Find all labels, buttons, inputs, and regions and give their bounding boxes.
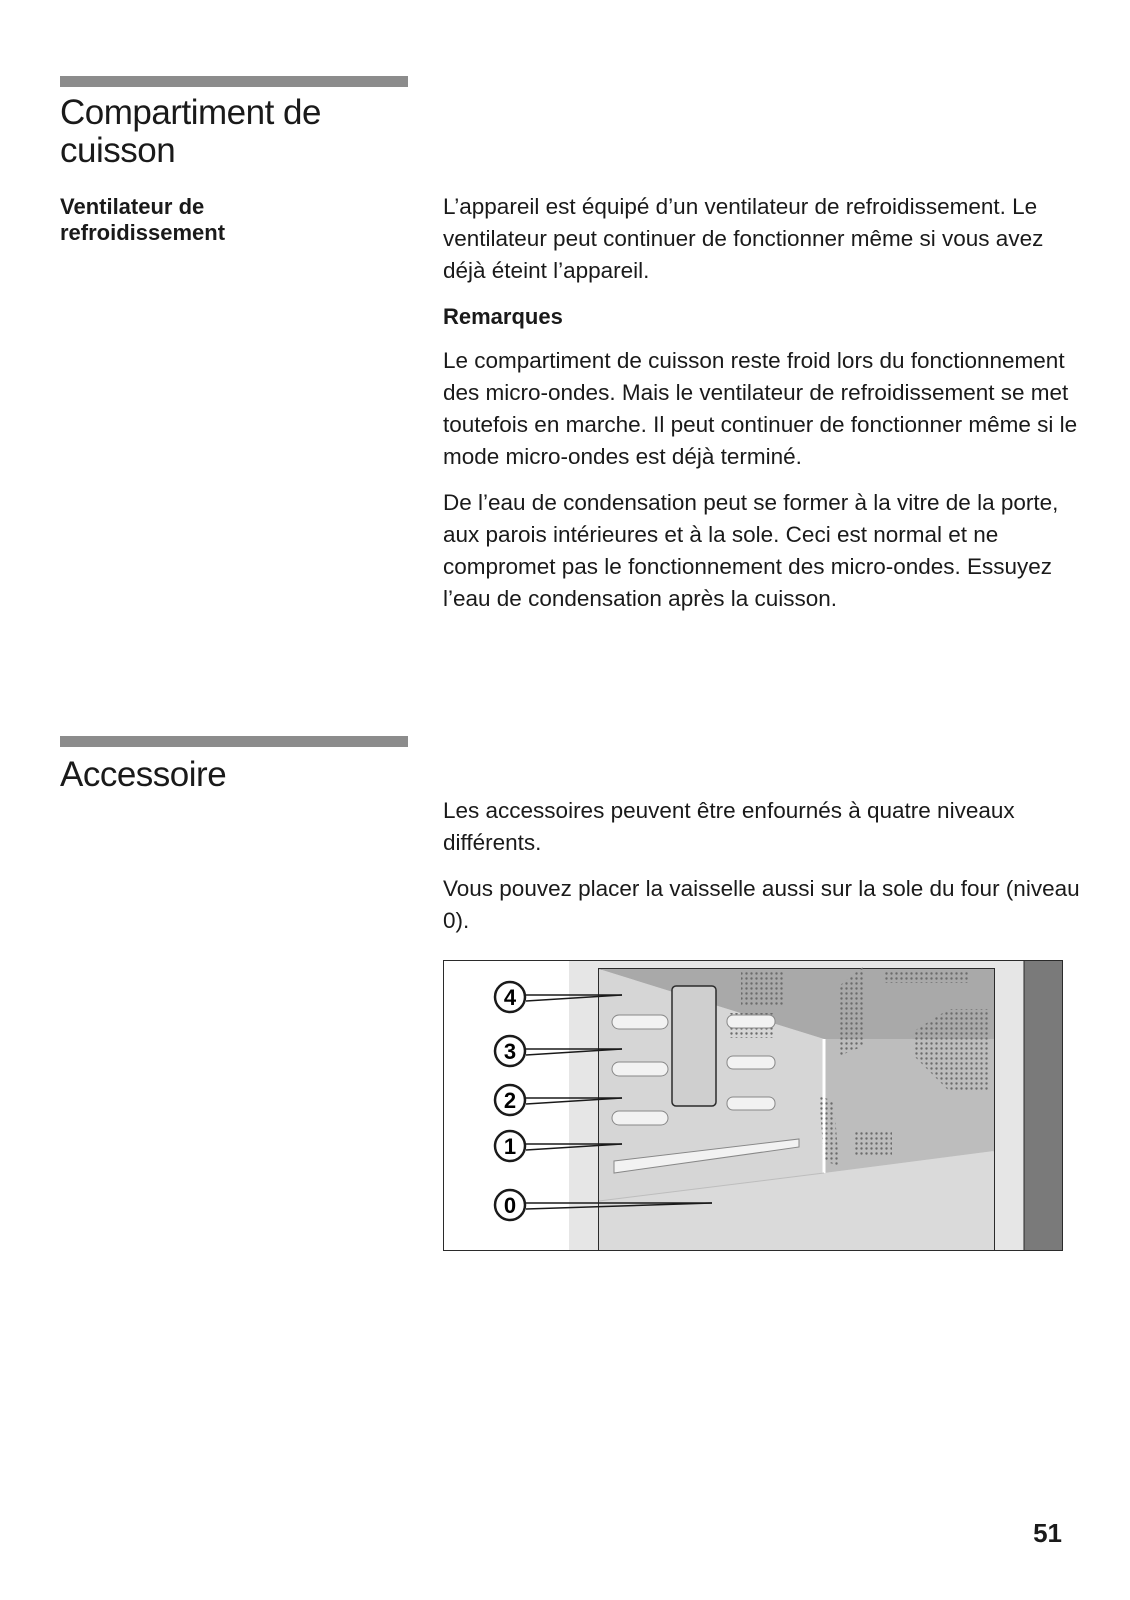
heading-line: Compartiment de [60, 93, 321, 132]
side-label-line: Ventilateur de [60, 194, 205, 219]
section-rule [60, 76, 408, 87]
level-label: 3 [503, 1039, 517, 1064]
side-label-line: refroidissement [60, 220, 226, 245]
level-label: 0 [503, 1193, 517, 1218]
remark-paragraph: Le compartiment de cuisson reste froid lors du fonctionnement des micro-ondes. Mais le ventilateur de refroidissement se met toutefois en marche. Il peut continuer de fonctionner même si le mode micro-ondes est déjà terminé. [443, 348, 1078, 469]
section-heading: Accessoire [60, 755, 227, 794]
heading-line: cuisson [60, 131, 176, 170]
section-rule [60, 736, 408, 747]
section-heading [60, 94, 321, 170]
intro-paragraph: L’appareil est équipé d’un ventilateur de refroidissement. Le ventilateur peut continuer de fonctionner même si vous avez déjà éteint l’appareil. [443, 194, 1044, 283]
level-label: 4 [503, 985, 517, 1010]
level-label: 1 [503, 1134, 517, 1159]
oven-illustration [444, 961, 1062, 1250]
remark-paragraph: De l’eau de condensation peut se former à la vitre de la porte, aux parois intérieures et à la sole. Ceci est normal et ne compromet pas le fonctionnement des micro-ondes. Essuyez l’eau de condensation après la cuisson. [443, 490, 1059, 611]
section2-body [443, 795, 1083, 951]
remarks-heading: Remarques [443, 304, 563, 329]
body-paragraph: Les accessoires peuvent être enfournés à quatre niveaux différents. [443, 798, 1015, 855]
page-number: 51 [1033, 1518, 1062, 1548]
side-label [60, 194, 390, 246]
oven-levels-figure [443, 960, 1063, 1251]
body-paragraph: Vous pouvez placer la vaisselle aussi sur la sole du four (niveau 0). [443, 876, 1080, 933]
level-label: 2 [503, 1088, 517, 1113]
door-edge [1024, 961, 1062, 1250]
section1-body [443, 191, 1083, 629]
